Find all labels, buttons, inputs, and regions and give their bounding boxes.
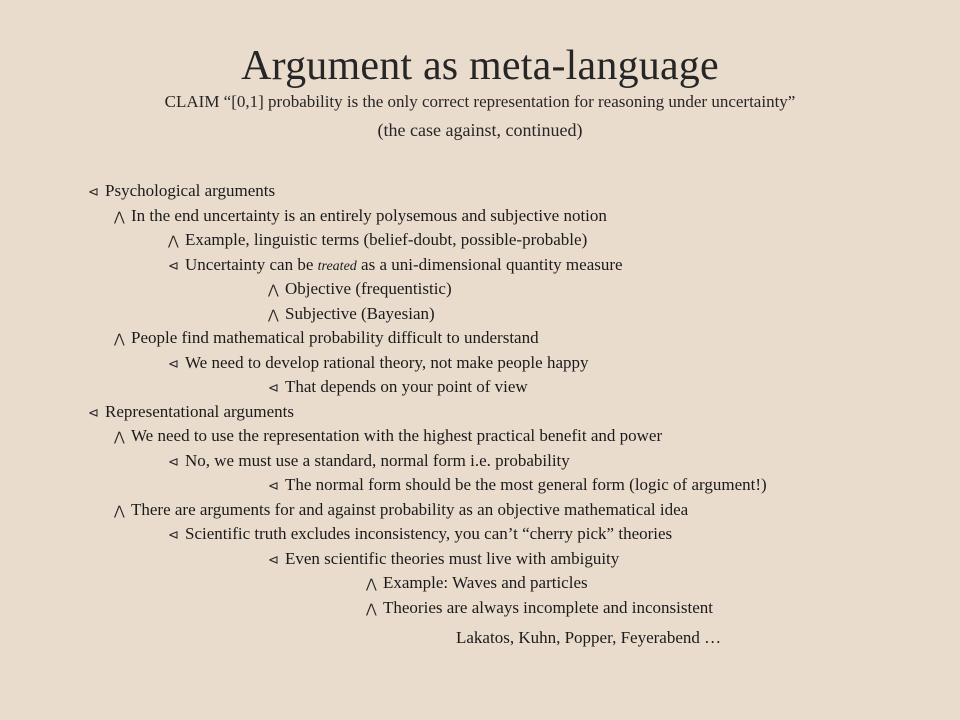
bullet-item — [114, 327, 539, 351]
bullet-item — [168, 352, 589, 376]
down-left-arrow-icon: ⊲ — [168, 356, 179, 372]
bullet-item — [168, 254, 623, 278]
bullet-item — [114, 499, 688, 523]
up-arrow-icon: ⋀ — [366, 601, 377, 617]
bullet-text: Subjective (Bayesian) — [285, 303, 435, 323]
bullet-text: Example: Waves and particles — [383, 573, 588, 592]
up-arrow-icon: ⋀ — [114, 332, 125, 347]
bullet-item — [268, 548, 619, 572]
up-arrow-icon: ⋀ — [268, 307, 279, 323]
bullet-item — [168, 229, 587, 253]
bullet-item — [114, 205, 607, 229]
claim-line: CLAIM “[0,1] probability is the only correct representation for reasoning under uncertainty” — [164, 92, 796, 111]
up-arrow-icon: ⋀ — [114, 209, 125, 225]
up-arrow-icon: ⋀ — [114, 503, 125, 519]
bullet-emphasis: treated — [317, 258, 357, 274]
bullet-item — [114, 425, 662, 449]
authors-line: Lakatos, Kuhn, Popper, Feyerabend … — [456, 628, 722, 647]
slide-subtitle: (the case against, continued) — [377, 120, 583, 140]
bullet-text: Even scientific theories must live with ambiguity — [285, 548, 620, 568]
bullet-text: People find mathematical probability difficult to understand — [131, 328, 539, 347]
bullet-text: We need to use the representation with the highest practical benefit and power — [131, 426, 663, 445]
bullet-text: We need to develop rational theory, not make people happy — [185, 352, 589, 372]
slide-title: Argument as meta-language — [241, 43, 719, 89]
bullet-item — [88, 180, 275, 204]
bullet-item — [268, 303, 435, 327]
down-left-arrow-icon: ⊲ — [268, 381, 279, 396]
down-left-arrow-icon: ⊲ — [168, 258, 179, 274]
up-arrow-icon: ⋀ — [268, 283, 279, 298]
bullet-text: as a uni-dimensional quantity measure — [356, 254, 623, 274]
down-left-arrow-icon: ⊲ — [88, 185, 99, 200]
bullet-item — [366, 572, 588, 596]
bullet-text: There are arguments for and against probability as an objective mathematical idea — [131, 499, 689, 519]
up-arrow-icon: ⋀ — [114, 430, 125, 445]
bullet-item — [168, 450, 570, 474]
down-left-arrow-icon: ⊲ — [268, 479, 279, 494]
down-left-arrow-icon: ⊲ — [168, 528, 179, 543]
bullet-text: No, we must use a standard, normal form i.e. probability — [185, 450, 570, 470]
bullet-text: The normal form should be the most general form (logic of argument!) — [285, 475, 767, 494]
bullet-item — [168, 523, 672, 547]
up-arrow-icon: ⋀ — [366, 577, 377, 592]
bullet-text: Representational arguments — [105, 401, 294, 421]
bullet-text: In the end uncertainty is an entirely polysemous and subjective notion — [131, 205, 607, 225]
bullet-text: That depends on your point of view — [285, 377, 528, 396]
down-left-arrow-icon: ⊲ — [268, 552, 279, 568]
bullet-text: Uncertainty can be — [185, 254, 318, 274]
bullet-text: Psychological arguments — [105, 181, 276, 200]
bullet-text: Theories are always incomplete and inconsistent — [383, 597, 713, 617]
bullet-item — [88, 401, 294, 425]
bullet-item — [268, 474, 767, 498]
bullet-text: Scientific truth excludes inconsistency, you can’t “cherry pick” theories — [185, 524, 673, 543]
bullet-item — [366, 597, 713, 621]
bullet-text: Example, linguistic terms (belief-doubt, possible-probable) — [185, 230, 588, 249]
up-arrow-icon: ⋀ — [168, 234, 179, 249]
bullet-item — [268, 376, 528, 400]
down-left-arrow-icon: ⊲ — [168, 454, 179, 470]
bullet-item — [268, 278, 452, 302]
bullet-text: Objective (frequentistic) — [285, 279, 452, 298]
down-left-arrow-icon: ⊲ — [88, 405, 99, 421]
